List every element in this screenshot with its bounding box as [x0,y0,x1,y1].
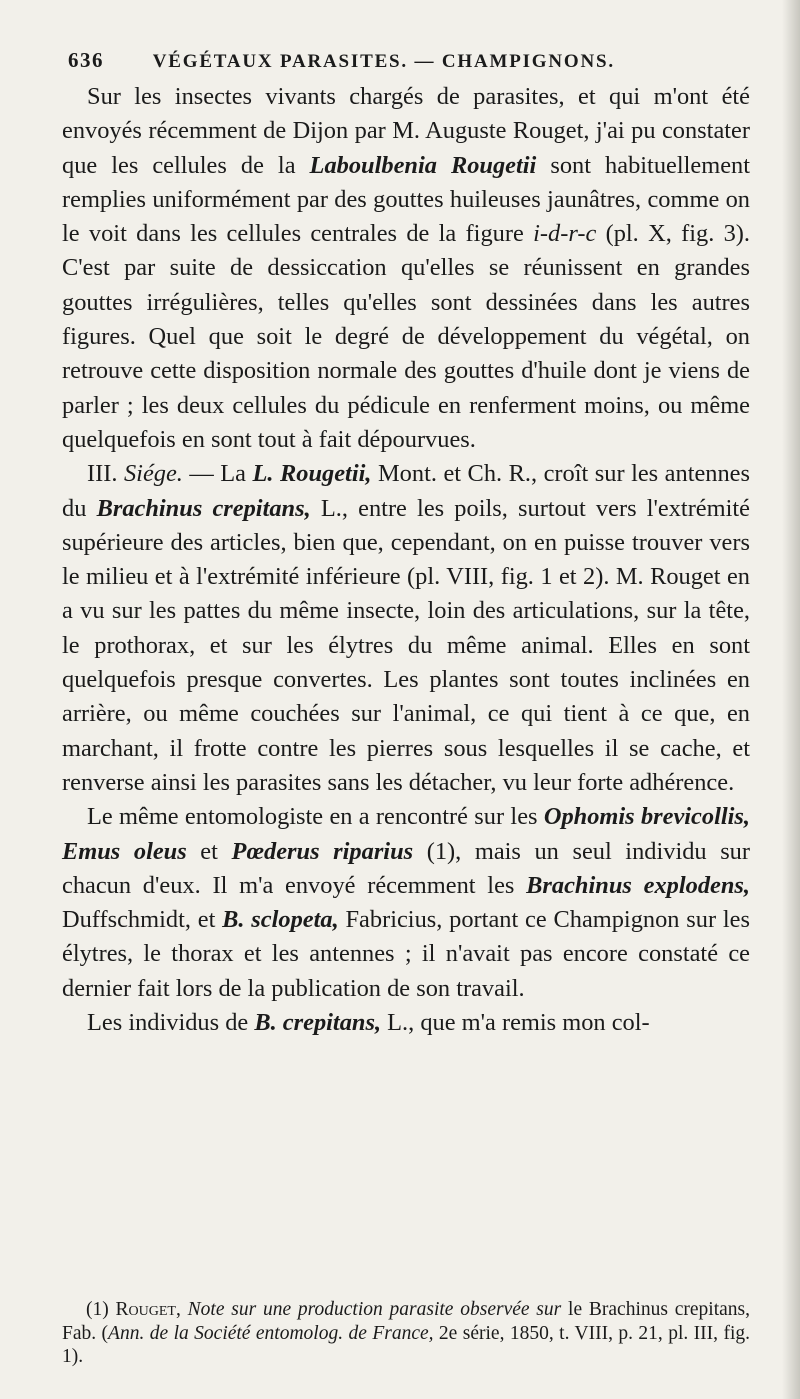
body-text [62,80,750,1040]
footnote-text [62,1298,750,1369]
paragraph-1 [62,80,750,457]
paragraphs.1-span-1: III. [87,460,124,488]
paragraphs.1-span-3: — La [182,460,253,488]
footnote-span-1: (1) [86,1299,116,1320]
paragraphs.3-span-2: B. crepitans, [254,1009,382,1037]
paragraphs.2-span-9: Fabricius, portant ce Champignon sur les élytres, le thorax et les antennes ; il n'avait pas encore constaté ce dernier fait lors de la publication de son travail. [62,906,750,1002]
paragraphs.0-span-4: i-d-r-c [533,220,597,248]
paragraphs.2-span-2: Ophomis brevicollis, Emus oleus [62,803,751,865]
paragraph-3 [62,800,750,1006]
paragraphs.1-span-5: Mont. et Ch. R., croît sur les antennes du [62,460,751,522]
page-number: 636 [68,48,104,72]
footnote [62,1298,750,1369]
footnote-span-4: Note sur une production parasite observée sur [187,1299,562,1320]
paragraphs.3-span-1: Les individus de [87,1009,255,1037]
footnote-span-6: Ann. de la Société entomolog. de France, [108,1322,434,1344]
paragraphs.1-span-7: L., entre les poils, surtout vers l'extrémité supérieure des articles, bien que, cependant, on en puisse trouver vers le milieu et à l'extrémité inférieure (pl. VIII, fig. 1 et 2). M. Rouget en a vu sur les pattes du même insecte, loin des articulations, sur la tête, le prothorax, et sur les élytres du même animal. Elles en sont quelquefois presque convertes. Les plantes sont toutes inclinées en arrière, ou même couchées sur l'animal, ce qui tient à ce que, en marchant, il frotte contre les pierres sous lesquelles il se cache, et renverse ainsi les parasites sans les détacher, vu leur forte adhérence. [62,494,750,796]
paragraphs.0-span-2: Laboulbenia Rougetii [309,151,537,179]
footnote-span-5: le Brachinus crepitans, Fab. ( [62,1299,750,1344]
paragraph-4 [62,1006,750,1040]
paragraphs.2-span-3: et [186,837,232,865]
footnote-span-3: , [175,1299,188,1320]
paragraphs.3-span-3: L., que m'a remis mon col- [381,1009,650,1037]
page-edge-shadow [782,0,800,1399]
paragraphs.0-span-5: (pl. X, fig. 3). C'est par suite de dessiccation qu'elles se réunissent en grandes gouttes irrégulières, telles qu'elles sont dessinées dans les autres figures. Quel que soit le degré de développement du végétal, on retrouve cette disposition normale des gouttes d'huile dont je viens de parler ; les deux cellules du pédicule en renferment moins, ou même quelquefois en sont tout à fait dépourvues. [62,220,751,453]
paragraphs.1-span-6: Brachinus crepitans, [96,494,311,522]
paragraphs.2-span-8: B. sclopeta, [222,906,339,934]
footnote-span-7: 2e série, 1850, t. VIII, p. 21, pl. III, fig. 1). [62,1322,750,1368]
paragraphs.2-span-5: (1), mais un seul individu sur chacun d'eux. Il m'a envoyé récemment les [62,837,751,899]
running-header [68,48,758,73]
paragraphs.2-span-1: Le même entomologiste en a rencontré sur les [87,803,544,831]
footnote-span-2: Rouget [115,1299,176,1320]
paragraphs.1-span-2: Siége. [123,460,183,488]
paragraphs.0-span-3: sont habituellement remplies uniformément par des gouttes huileuses jaunâtres, comme on le voit dans les cellules centrales de la figure [62,151,750,248]
paragraphs.0-span-1: Sur les insectes vivants chargés de parasites, et qui m'ont été envoyés récemment de Dijon par M. Auguste Rouget, j'ai pu constater que les cellules de la [62,83,750,179]
paragraphs.2-span-7: Duffschmidt, et [62,906,223,934]
paragraphs.2-span-4: Pœderus riparius [231,837,414,865]
paragraphs.2-span-6: Brachinus explodens, [526,871,750,899]
paragraph-2 [62,457,750,800]
paragraphs.1-span-4: L. Rougetii, [252,460,372,488]
running-title: VÉGÉTAUX PARASITES. — CHAMPIGNONS. [152,51,615,72]
